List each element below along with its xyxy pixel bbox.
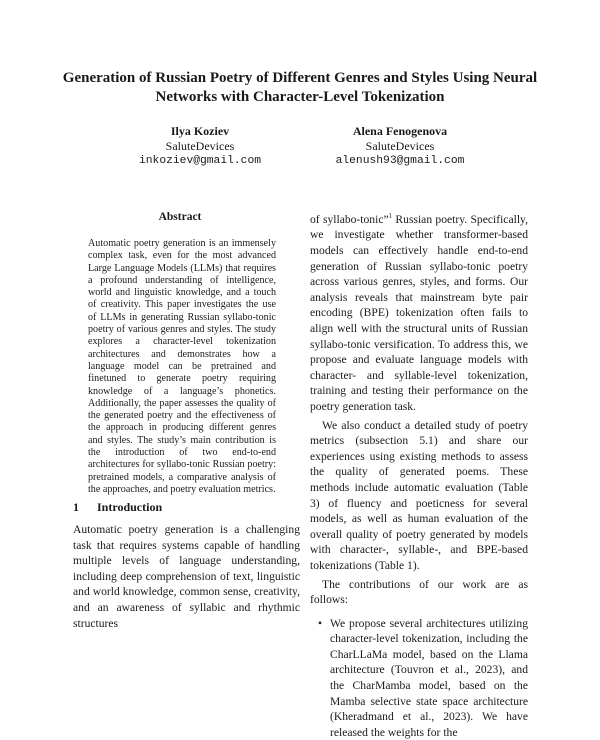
section-heading bbox=[73, 500, 162, 515]
right-p1-rest: Russian poetry. Specifically, we investigate whether transformer-based models can effectively handle end-to-end generation of Russian syllabo-tonic poetry across various genres, styles, and forms. Our analysis reveals that mainstream byte pair encoding (BPE) tokenization often fails to align well with the structural units of Russian syllabo-tonic versification. To address this, we propose and evaluate language models with character- and syllable-level tokenization, training and testing their performance on the poetry generation task. bbox=[310, 212, 528, 413]
right-paragraph-1 bbox=[310, 209, 528, 415]
contribution-bullet bbox=[310, 616, 528, 740]
author-2 bbox=[320, 124, 480, 169]
author-name: Ilya Koziev bbox=[170, 124, 230, 138]
right-column bbox=[310, 209, 528, 740]
intro-paragraph-left: Automatic poetry generation is a challenging task that requires systems capable of handling multiple levels of language understanding, including deep comprehension of text, linguistic and world knowledge, common sense, creativity, and an awareness of syllabic and rhythmic structures bbox=[73, 523, 300, 630]
section-number: 1 bbox=[73, 500, 79, 514]
right-paragraph-2: We also conduct a detailed study of poetry metrics (subsection 5.1) and share our experiences using existing methods to assess the quality of generated poems. These methods include automatic evaluation (Table 3) of fluency and poeticness for several models, as well as human evaluation of the overall quality of poetry generated by models with character-, syllable-, and BPE-based tokenizations (Table 1). bbox=[310, 418, 528, 572]
footnote-marker: 1 bbox=[388, 212, 393, 220]
author-name: Alena Fenogenova bbox=[352, 124, 448, 138]
bullet-text: We propose several architectures utilizing character-level tokenization, including the CharLLaMa model, based on the Llama architecture (Touvron et al., 2023), and the CharMamba model, based on the Mamba selective state space architecture (Kheradmand et al., 2023). We have released the weights for the bbox=[330, 616, 528, 739]
abstract-text: Automatic poetry generation is an immensely complex task, even for the most advanced Large Language Models (LLMs) that requires a profound understanding of intelligence, world and linguistic knowledge, and a touch of creativity. This paper investigates the use of LLMs in generating Russian syllabo-tonic poetry of various genres and styles. The study explores a character-level tokenization architectures and demonstrates how a language model can be pretrained and finetuned to generate poetry requiring knowledge of a language’s phonetics. Additionally, the paper assesses the quality of the generated poetry and the effectiveness of the approach in producing different genres and styles. The study’s main contribution is the introduction of two end-to-end architectures for syllabo-tonic Russian poetry: pretrained models, a comparative analysis of the approaches, and poetry evaluation metrics. bbox=[88, 238, 276, 495]
author-email: alenush93@gmail.com bbox=[335, 155, 465, 167]
right-p1-start: of syllabo-tonic” bbox=[310, 212, 389, 226]
author-email: inkoziev@gmail.com bbox=[138, 155, 262, 167]
author-affiliation: SaluteDevices bbox=[165, 139, 235, 153]
bullet-marker: • bbox=[318, 616, 323, 630]
abstract-heading: Abstract bbox=[158, 211, 202, 223]
author-affiliation: SaluteDevices bbox=[365, 139, 435, 153]
right-paragraph-3: The contributions of our work are as follows: bbox=[310, 577, 528, 607]
section-title: Introduction bbox=[97, 500, 163, 514]
paper-title: Generation of Russian Poetry of Different Genres and Styles Using Neural Networks with Character-Level Tokenization bbox=[62, 70, 538, 105]
author-1 bbox=[120, 124, 280, 169]
